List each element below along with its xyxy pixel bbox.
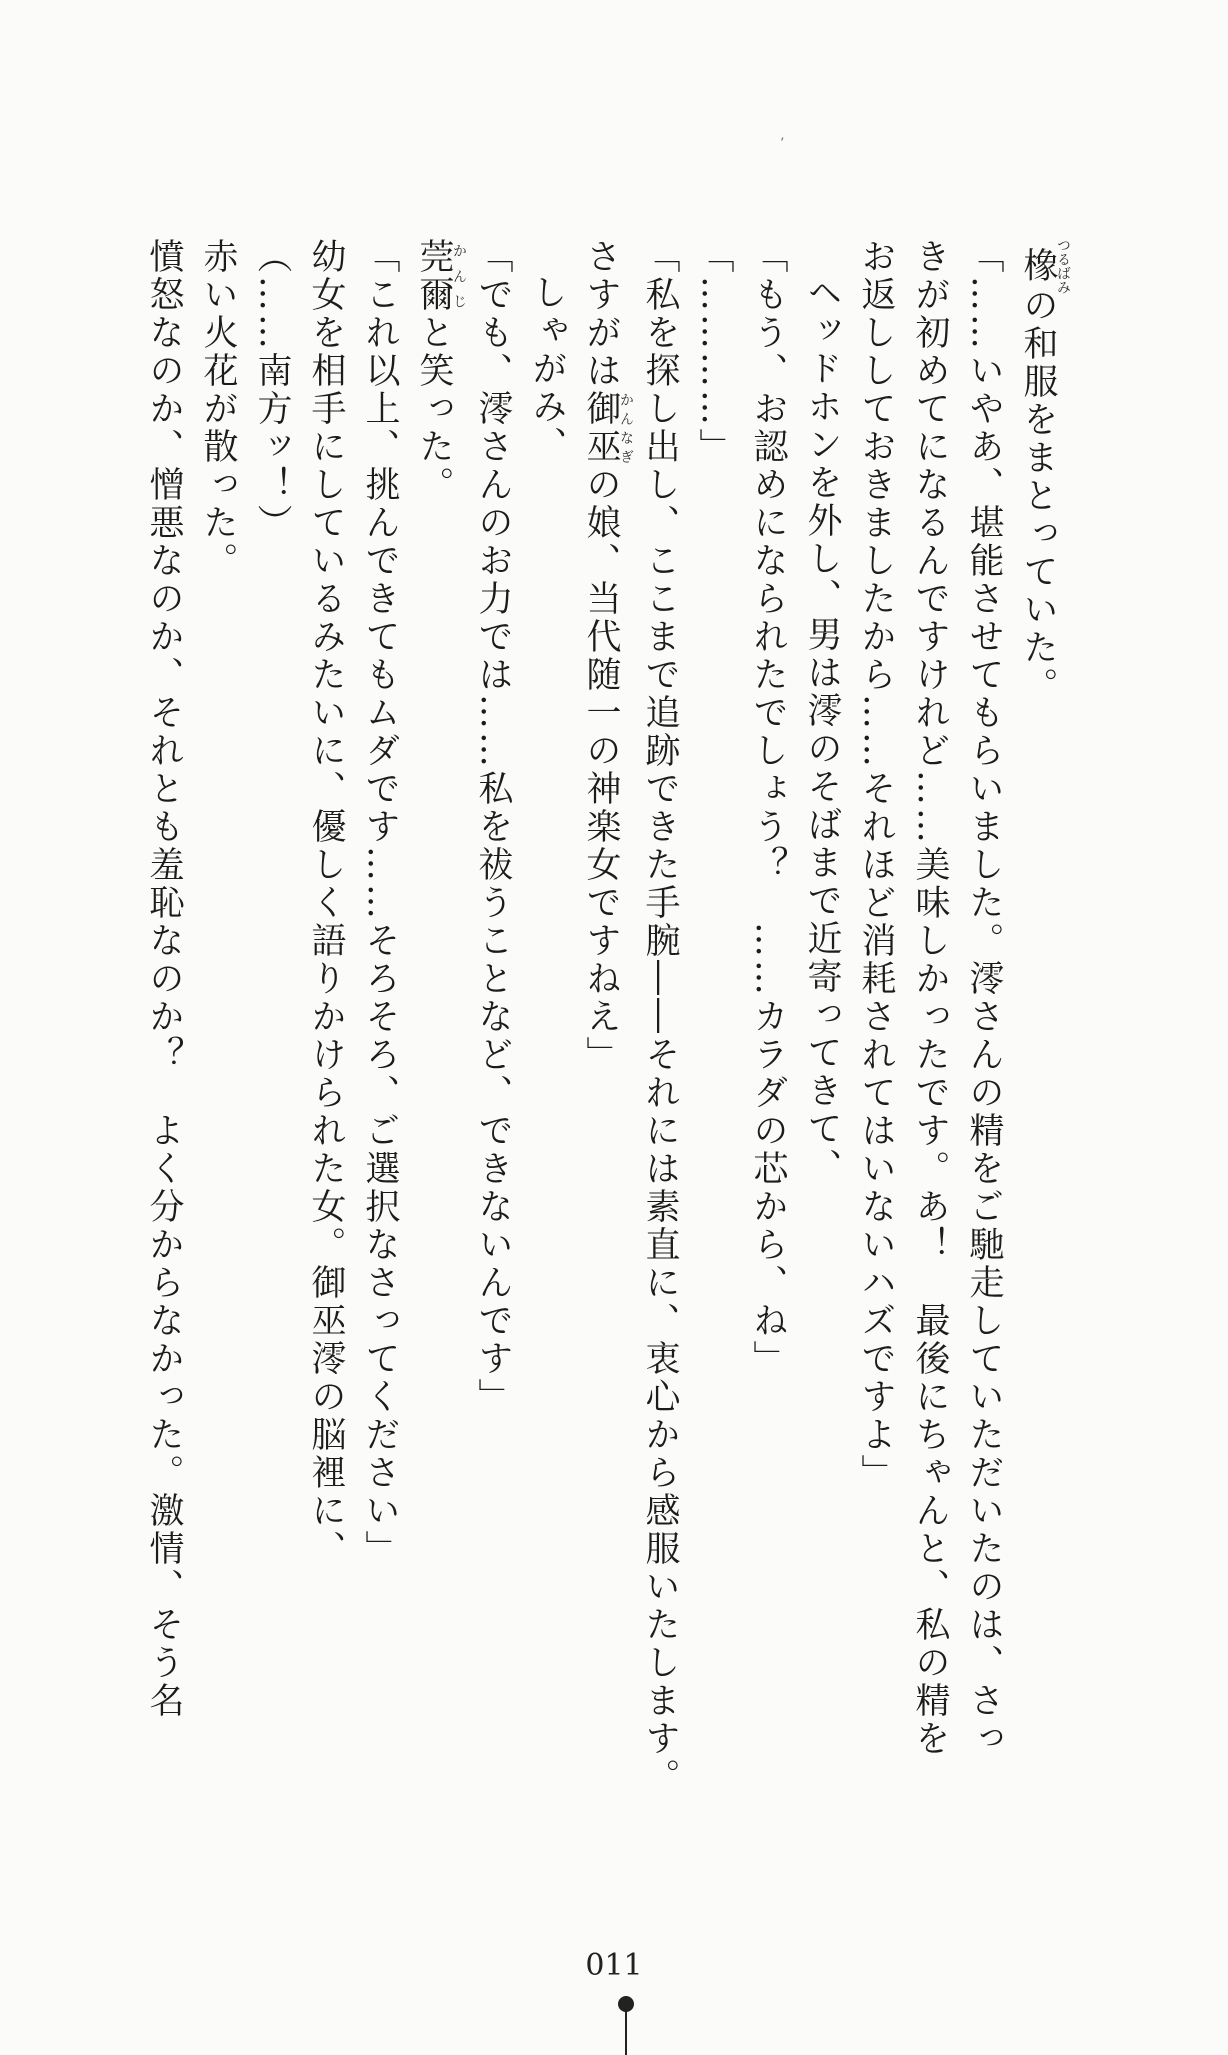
ruby-reading: つるばみ	[1055, 238, 1071, 294]
ruby-base: 御巫	[581, 390, 621, 466]
ruby-word	[1018, 238, 1071, 294]
ruby-word	[414, 238, 467, 314]
text-line: ヘッドホンを外し、男は澪のそばまで近寄ってきて、	[802, 274, 842, 1186]
text-line: 「…………」	[694, 238, 734, 466]
text-line: 「もう、お認めになられたでしょう？ ……カラダの芯から、ね」	[748, 238, 788, 1378]
text-line: しゃがみ、	[527, 274, 567, 464]
text-segment: と笑った。	[414, 314, 454, 504]
ruby-reading: かんじ	[451, 238, 467, 314]
text-line: 「私を探し出し、ここまで追跡できた手腕――それには素直に、衷心から感服いたします。	[640, 238, 680, 1796]
text-line: 赤い火花が散った。	[198, 238, 238, 580]
text-line: 「でも、澪さんのお力では……私を祓うことなど、できないんです」	[473, 238, 513, 1416]
text-line: 憤怒なのか、憎悪なのか、それとも羞恥なのか？ よく分からなかった。激情、そう名	[144, 238, 184, 1720]
footer-line-ornament	[625, 2010, 627, 2055]
ruby-word	[581, 390, 634, 466]
text-line: きが初めてになるんですけれど……美味しかったです。あ！ 最後にちゃんと、私の精を	[910, 238, 950, 1758]
text-line	[407, 238, 466, 1738]
ruby-reading: かんなぎ	[618, 390, 634, 466]
text-line: 「これ以上、挑んできてもムダです……そろそろ、ご選択なさってください」	[360, 238, 400, 1568]
text-segment: の和服をまとっていた。	[1018, 287, 1058, 705]
novel-body-text	[144, 238, 1071, 1796]
page-number: 011	[585, 1948, 643, 1983]
text-segment: さすがは	[581, 238, 621, 390]
ink-speck: ’	[780, 136, 785, 152]
text-line: お返ししておきましたから……それほど消耗されてはいないハズですよ」	[856, 238, 896, 1492]
text-line: （……南方ッ！）	[252, 238, 292, 542]
text-line	[1011, 238, 1070, 1738]
ruby-base: 莞爾	[414, 238, 454, 314]
text-line: 幼女を相手にしているみたいに、優しく語りかけられた女。御巫澪の脳裡に、	[306, 238, 346, 1568]
ruby-base: 橡	[1018, 238, 1058, 294]
text-line	[574, 238, 633, 1738]
text-segment: の娘、当代随一の神楽女ですねえ」	[581, 466, 621, 1074]
text-line: 「……いやあ、堪能させてもらいました。澪さんの精をご馳走していただいたのは、さっ	[964, 238, 1004, 1758]
